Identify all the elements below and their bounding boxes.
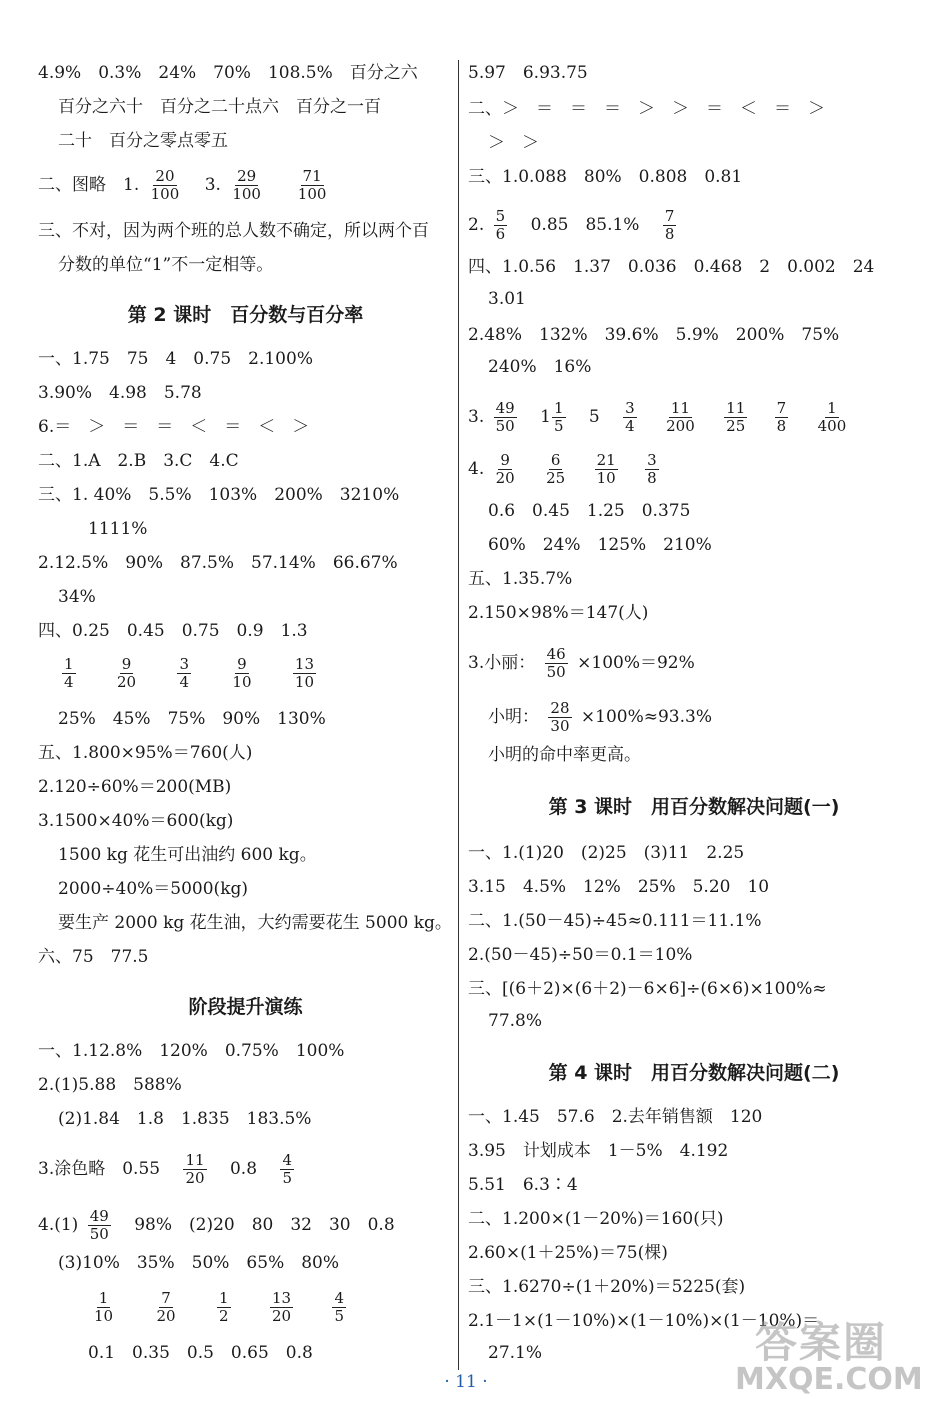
answer-line: ＞ ＞	[488, 133, 539, 153]
section-title: 阶段提升演练	[188, 996, 303, 1018]
answer-line: 分数的单位“1”不一定相等。	[58, 255, 274, 275]
fraction: $\frac{29}{100}$	[232, 167, 261, 203]
answer-line: 2.120÷60%＝200(MB)	[38, 777, 232, 797]
answer-line: 二十 百分之零点零五	[58, 131, 228, 151]
answer-line: 2.1－1×(1－10%)×(1－10%)×(1－10%)＝	[468, 1311, 820, 1331]
answer-line: 三、1.6270÷(1＋20%)＝5225(套)	[468, 1277, 746, 1297]
answer-line-fractions: 小明： $\frac{28}{30}$ ×100%≈93.3%	[488, 699, 713, 735]
fraction: $\frac{28}{30}$	[550, 699, 570, 735]
answer-line: 27.1%	[488, 1343, 543, 1363]
answer-line: 一、1.45 57.6 2.去年销售额 120	[468, 1107, 763, 1127]
answer-line: 百分之六十 百分之二十点六 百分之一百	[58, 97, 381, 117]
answer-line: 6.＝ ＞ ＝ ＝ ＜ ＝ ＜ ＞	[38, 417, 310, 437]
answer-line: 2.48% 132% 39.6% 5.9% 200% 75%	[468, 325, 840, 345]
answer-line: 60% 24% 125% 210%	[488, 535, 712, 555]
answer-line: 2.150×98%＝147(人)	[468, 603, 649, 623]
answer-line: 3.95 计划成本 1－5% 4.192	[468, 1141, 729, 1161]
watermark-text: 答案圈	[755, 1318, 888, 1367]
fraction: $\frac{21}{10}$	[596, 451, 616, 487]
fraction: $\frac{4}{5}$	[282, 1151, 292, 1187]
answer-line: 三、1.0.088 80% 0.808 0.81	[468, 167, 743, 187]
fraction: $\frac{13}{10}$	[294, 655, 314, 691]
answer-line: 一、1.75 75 4 0.75 2.100%	[38, 349, 313, 369]
page-number: · 11 ·	[444, 1372, 488, 1392]
fraction: $\frac{7}{20}$	[156, 1289, 176, 1325]
answer-line-fractions: 3.小丽： $\frac{46}{50}$ ×100%＝92%	[468, 645, 695, 681]
answer-line: 3.15 4.5% 12% 25% 5.20 10	[468, 877, 770, 897]
answer-line: (3)10% 35% 50% 65% 80%	[58, 1253, 340, 1273]
fraction: $\frac{20}{100}$	[150, 167, 180, 203]
fraction: $\frac{46}{50}$	[546, 645, 566, 681]
answer-line: 五、1.35.7%	[468, 569, 573, 589]
fraction: $\frac{49}{50}$	[495, 399, 515, 435]
answer-line: 4.9% 0.3% 24% 70% 108.5% 百分之六	[38, 63, 418, 83]
fraction: $\frac{3}{8}$	[647, 451, 657, 487]
watermark-logo	[735, 1308, 925, 1400]
answer-line: 0.6 0.45 1.25 0.375	[488, 501, 691, 521]
answer-line: 5.97 6.93.75	[468, 63, 588, 83]
answer-line: 34%	[58, 587, 96, 607]
answer-line-fractions	[88, 1290, 350, 1325]
answer-line: 四、1.0.56 1.37 0.036 0.468 2 0.002 24	[468, 257, 875, 277]
answer-line: 1500 kg 花生可出油约 600 kg。	[58, 845, 317, 865]
answer-line: 5.51 6.3∶4	[468, 1175, 578, 1195]
answer-line-fractions: 3.涂色略 0.55 $\frac{11}{20}$ 0.8 $\frac{4}{5}$	[38, 1151, 292, 1187]
answer-line-fractions: 3. $\frac{49}{50}$ 1 $\frac{1}{5}$ 5 $\frac{3}{4}$ $\frac{11}{200}$ $\frac{11}{25}$ $\frac{7}{8}$ $\frac{1}{400}$	[468, 399, 847, 435]
fraction: $\frac{11}{25}$	[726, 399, 746, 435]
answer-line-fractions: 2. $\frac{5}{6}$ 0.85 85.1% $\frac{7}{8}$	[468, 207, 675, 243]
fraction: $\frac{11}{200}$	[666, 399, 695, 435]
fraction: $\frac{1}{5}$	[553, 399, 564, 435]
answer-line: 一、1.(1)20 (2)25 (3)11 2.25	[468, 843, 745, 863]
answer-line: 3.1500×40%＝600(kg)	[38, 811, 234, 831]
answer-line: 三、不对，因为两个班的总人数不确定，所以两个百	[38, 221, 429, 241]
fraction: $\frac{1}{400}$	[817, 399, 847, 435]
answer-line: 四、0.25 0.45 0.75 0.9 1.3	[38, 621, 308, 641]
answer-line: 要生产 2000 kg 花生油，大约需要花生 5000 kg。	[58, 913, 452, 933]
fraction: $\frac{7}{8}$	[664, 207, 675, 243]
watermark-url: MXQE.COM	[735, 1362, 923, 1397]
answer-line-fractions: 4. $\frac{9}{20}$ $\frac{6}{25}$ $\frac{21}{10}$ $\frac{3}{8}$	[468, 451, 657, 487]
fraction: $\frac{11}{20}$	[185, 1151, 205, 1187]
answer-line-fractions: 二、图略 1. $\frac{20}{100}$ 3. $\frac{29}{100}$ $\frac{71}{100}$	[38, 167, 327, 203]
answer-line: 小明的命中率更高。	[488, 745, 641, 765]
fraction: $\frac{7}{8}$	[776, 399, 787, 435]
fraction: $\frac{9}{20}$	[495, 451, 515, 487]
answer-line: 二、＞ ＝ ＝ ＝ ＞ ＞ ＝ ＜ ＝ ＞	[468, 99, 825, 119]
answer-line: 3.01	[488, 289, 526, 309]
column-divider	[458, 60, 459, 1370]
fraction: $\frac{3}{4}$	[625, 399, 635, 435]
answer-line-fractions	[58, 656, 320, 691]
answer-line: 一、1.12.8% 120% 0.75% 100%	[38, 1041, 345, 1061]
fraction: $\frac{13}{20}$	[271, 1289, 292, 1325]
section-title: 第 2 课时 百分数与百分率	[127, 304, 364, 326]
answer-line: 2.(50－45)÷50＝0.1＝10%	[468, 945, 693, 965]
section-title: 第 4 课时 用百分数解决问题(二)	[548, 1062, 840, 1084]
answer-line: 2.12.5% 90% 87.5% 57.14% 66.67%	[38, 553, 398, 573]
answer-line: 2.(1)5.88 588%	[38, 1075, 182, 1095]
fraction: $\frac{71}{100}$	[297, 167, 327, 203]
fraction: $\frac{6}{25}$	[546, 451, 566, 487]
answer-line: 三、[(6＋2)×(6＋2)－6×6]÷(6×6)×100%≈	[468, 979, 827, 999]
answer-line: 二、1.200×(1－20%)＝160(只)	[468, 1209, 724, 1229]
answer-line: 2.60×(1＋25%)＝75(棵)	[468, 1243, 668, 1263]
fraction: $\frac{1}{10}$	[94, 1289, 114, 1325]
fraction: $\frac{49}{50}$	[89, 1207, 109, 1243]
fraction: $\frac{9}{20}$	[116, 655, 137, 691]
answer-line-fractions: 4.(1) $\frac{49}{50}$ 98% (2)20 80 32 30 0.8	[38, 1207, 395, 1243]
answer-line: 0.1 0.35 0.5 0.65 0.8	[88, 1343, 313, 1363]
answer-line: 三、1. 40% 5.5% 103% 200% 3210%	[38, 485, 400, 505]
fraction: $\frac{1}{4}$	[64, 655, 74, 691]
answer-line: 1111%	[88, 519, 148, 539]
answer-line: 3.90% 4.98 5.78	[38, 383, 202, 403]
answer-line: 77.8%	[488, 1011, 543, 1031]
answer-line: 240% 16%	[488, 357, 592, 377]
fraction: $\frac{9}{10}$	[232, 655, 252, 691]
fraction: $\frac{5}{6}$	[495, 207, 506, 243]
answer-line: 六、75 77.5	[38, 947, 149, 967]
answer-line: 二、1.A 2.B 3.C 4.C	[38, 451, 239, 471]
fraction: $\frac{3}{4}$	[179, 655, 189, 691]
answer-line: 五、1.800×95%＝760(人)	[38, 743, 253, 763]
answer-line: 2000÷40%＝5000(kg)	[58, 879, 249, 899]
fraction: $\frac{1}{2}$	[219, 1289, 229, 1325]
section-title: 第 3 课时 用百分数解决问题(一)	[548, 796, 840, 818]
answer-line: 二、1.(50－45)÷45≈0.111＝11.1%	[468, 911, 762, 931]
answer-line: (2)1.84 1.8 1.835 183.5%	[58, 1109, 312, 1129]
answer-line: 25% 45% 75% 90% 130%	[58, 709, 326, 729]
fraction: $\frac{4}{5}$	[334, 1289, 344, 1325]
